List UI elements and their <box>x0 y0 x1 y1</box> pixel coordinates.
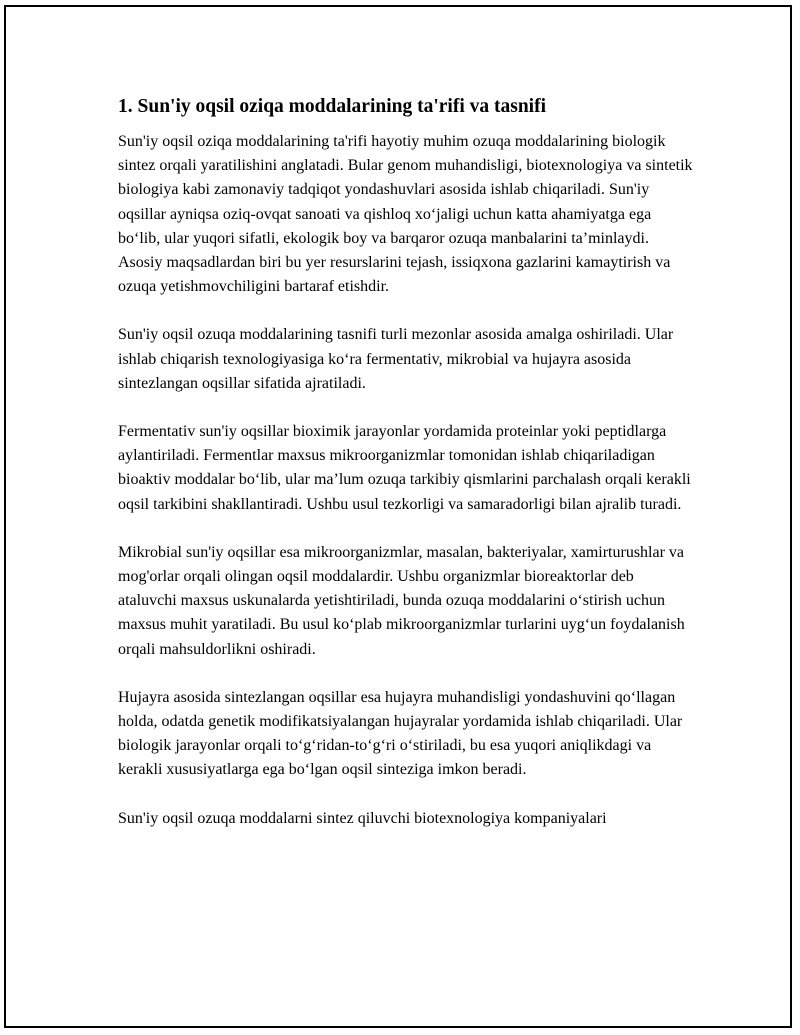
paragraph-cell-based: Hujayra asosida sintezlangan oqsillar esa hujayra muhandisligi yondashuvini qo‘llagan holda, odatda genetik modifikatsiyalangan hujayralar yordamida ishlab chiqariladi. Ular biologik jarayonlar orqali to‘g‘ridan-to‘g‘ri o‘stiriladi, bu esa yuqori aniqlikdagi va kerakli xususiyatlarga ega bo‘lgan oqsil sinteziga imkon beradi. <box>118 688 683 779</box>
paragraph-classification: Sun'iy oqsil ozuqa moddalarining tasnifi turli mezonlar asosida amalga oshiriladi. Ular ishlab chiqarish texnologiyasiga ko‘ra fermentativ, mikrobial va hujayra asosida sintezlangan oqsillar sifatida ajratiladi. <box>118 326 674 392</box>
paragraph-fermentative: Fermentativ sun'iy oqsillar bioximik jarayonlar yordamida proteinlar yoki peptidlarga aylantiriladi. Fermentlar maxsus mikroorganizmlar tomonidan ishlab chiqariladigan bioaktiv moddalar bo‘lib, ular ma’lum ozuqa tarkibiy qismlarini parchalash orqali kerakli oqsil tarkibini shakllantiradi. Ushbu usul tezkorligi va samaradorligi bilan ajralib turadi. <box>118 423 691 513</box>
document-body <box>118 93 693 855</box>
section-heading: 1. Sun'iy oqsil oziqa moddalarining ta'rifi va tasnifi <box>118 96 546 117</box>
paragraph-companies: Sun'iy oqsil ozuqa moddalarni sintez qiluvchi biotexnologiya kompaniyalari <box>118 809 607 827</box>
paragraph-microbial: Mikrobial sun'iy oqsillar esa mikroorganizmlar, masalan, bakteriyalar, xamirturushlar va mog'orlar orqali olingan oqsil moddalardir. Ushbu organizmlar bioreaktorlar deb ataluvchi maxsus uskunalarda yetishtiriladi, bunda ozuqa moddalarini o‘stirish uchun maxsus muhit yaratiladi. Bu usul ko‘plab mikroorganizmlar turlarini uyg‘un foydalanish orqali mahsuldorlikni oshiradi. <box>118 543 685 658</box>
paragraph-definition: Sun'iy oqsil oziqa moddalarining ta'rifi hayotiy muhim ozuqa moddalarining biologik sintez orqali yaratilishini anglatadi. Bular genom muhandisligi, biotexnologiya va sintetik biologiya kabi zamonaviy tadqiqot yondashuvlari asosida ishlab chiqariladi. Sun'iy oqsillar ayniqsa oziq-ovqat sanoati va qishloq xo‘jaligi uchun katta ahamiyatga ega bo‘lib, ular yuqori sifatli, ekologik boy va barqaror ozuqa manbalarini ta’minlaydi. Asosiy maqsadlardan biri bu yer resurslarini tejash, issiqxona gazlarini kamaytirish va ozuqa yetishmovchiligini bartaraf etishdir. <box>118 133 693 296</box>
